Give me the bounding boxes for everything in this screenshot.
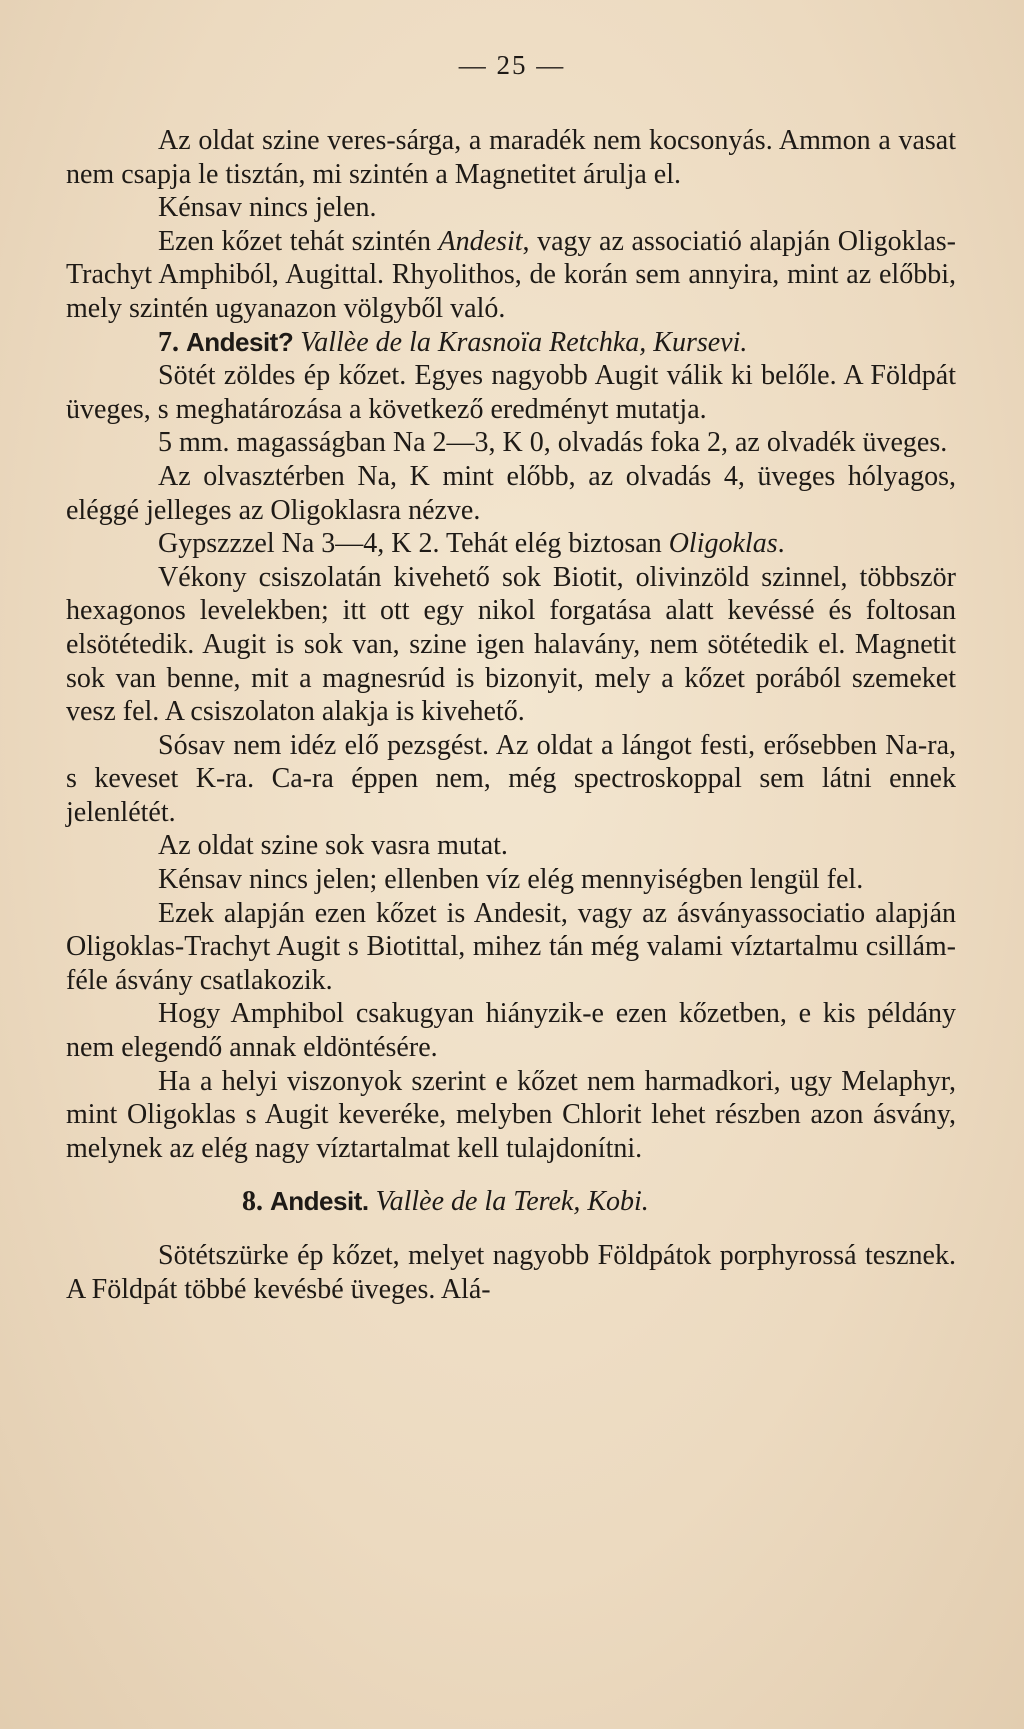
section-heading-7 xyxy=(66,326,956,360)
text-run: Ezen kőzet tehát szintén xyxy=(158,225,439,257)
paragraph: Sötétszürke ép kőzet, melyet nagyobb Földpátok porphyrossá tesznek. A Földpát többé kevésbé üveges. Alá- xyxy=(66,1240,956,1305)
page-number: — 25 — xyxy=(458,50,566,80)
section-number: 7. xyxy=(158,326,179,358)
body-text xyxy=(66,124,956,1306)
paragraph: Sósav nem idéz elő pezsgést. Az oldat a lángot festi, erősebben Na-ra, s keveset K-ra. Ca-ra éppen nem, még spectroskoppal sem látni ennek jelenlétét. xyxy=(66,729,956,828)
italic-term: Oligoklas xyxy=(668,528,778,560)
section-heading-8 xyxy=(66,1185,956,1219)
paragraph: Kénsav nincs jelen. xyxy=(158,192,377,224)
section-location: Vallèe de la Krasnoïa Retchka, Kursevi. xyxy=(300,326,748,358)
paragraph: Az olvasztérben Na, K mint előbb, az olvadás 4, üveges hólyagos, eléggé jelleges az Oligoklasra nézve. xyxy=(66,460,956,526)
text-run: . xyxy=(777,528,785,560)
italic-term: Andesit xyxy=(438,225,523,257)
paragraph: Hogy Amphibol csakugyan hiányzik-e ezen kőzetben, e kis példány nem elegendő annak eldöntésére. xyxy=(66,998,956,1064)
paragraph xyxy=(66,527,956,561)
paragraph: Vékony csiszolatán kivehető sok Biotit, olivinzöld szinnel, többször hexagonos levelekben; itt ott egy nikol forgatása alatt kevéssé és foltosan elsötétedik. Augit is sok van, szine igen halavány, nem sötétedik el. Magnetit sok van benne, mit a magnesrúd is bizonyit, mely a kőzet porából szemeket vesz fel. A csiszolaton alakja is kivehető. xyxy=(66,561,956,728)
paragraph: Ha a helyi viszonyok szerint e kőzet nem harmadkori, ugy Melaphyr, mint Oligoklas s Augit keveréke, melyben Chlorit lehet részben azon ásvány, melynek az elég nagy víztartalmat kell tulajdonítni. xyxy=(66,1065,956,1164)
paragraph: 5 mm. magasságban Na 2—3, K 0, olvadás foka 2, az olvadék üveges. xyxy=(158,427,948,459)
section-number: 8. xyxy=(242,1186,263,1218)
paragraph: Sötét zöldes ép kőzet. Egyes nagyobb Augit válik ki belőle. A Földpát üveges, s meghatározása a következő eredményt mutatja. xyxy=(66,360,956,425)
text-run: Gypszzzel Na 3—4, K 2. Tehát elég biztosan xyxy=(158,528,669,560)
section-title: Andesit. xyxy=(270,1186,369,1217)
section-location: Vallèe de la Terek, Kobi. xyxy=(375,1186,649,1218)
text-run: , vagy az associatió alapján Oligoklas-Trachyt Amphiból, Augittal. Rhyolithos, de korán sem annyira, mint az előbbi, mely szintén ugyanazon völgyből való. xyxy=(66,225,956,324)
section-title: Andesit? xyxy=(186,326,294,357)
paragraph xyxy=(66,225,956,326)
paragraph: Az oldat szine sok vasra mutat. xyxy=(158,830,508,862)
paragraph: Ezek alapján ezen kőzet is Andesit, vagy az ásványassociatio alapján Oligoklas-Trachyt Augit s Biotittal, mihez tán még valami víztartalmu csillám-féle ásvány csatlakozik. xyxy=(66,897,956,996)
paragraph: Kénsav nincs jelen; ellenben víz elég mennyiségben lengül fel. xyxy=(158,864,864,896)
paragraph: Az oldat szine veres-sárga, a maradék nem kocsonyás. Ammon a vasat nem csapja le tisztán, mi szintén a Magnetitet árulja el. xyxy=(66,125,956,190)
